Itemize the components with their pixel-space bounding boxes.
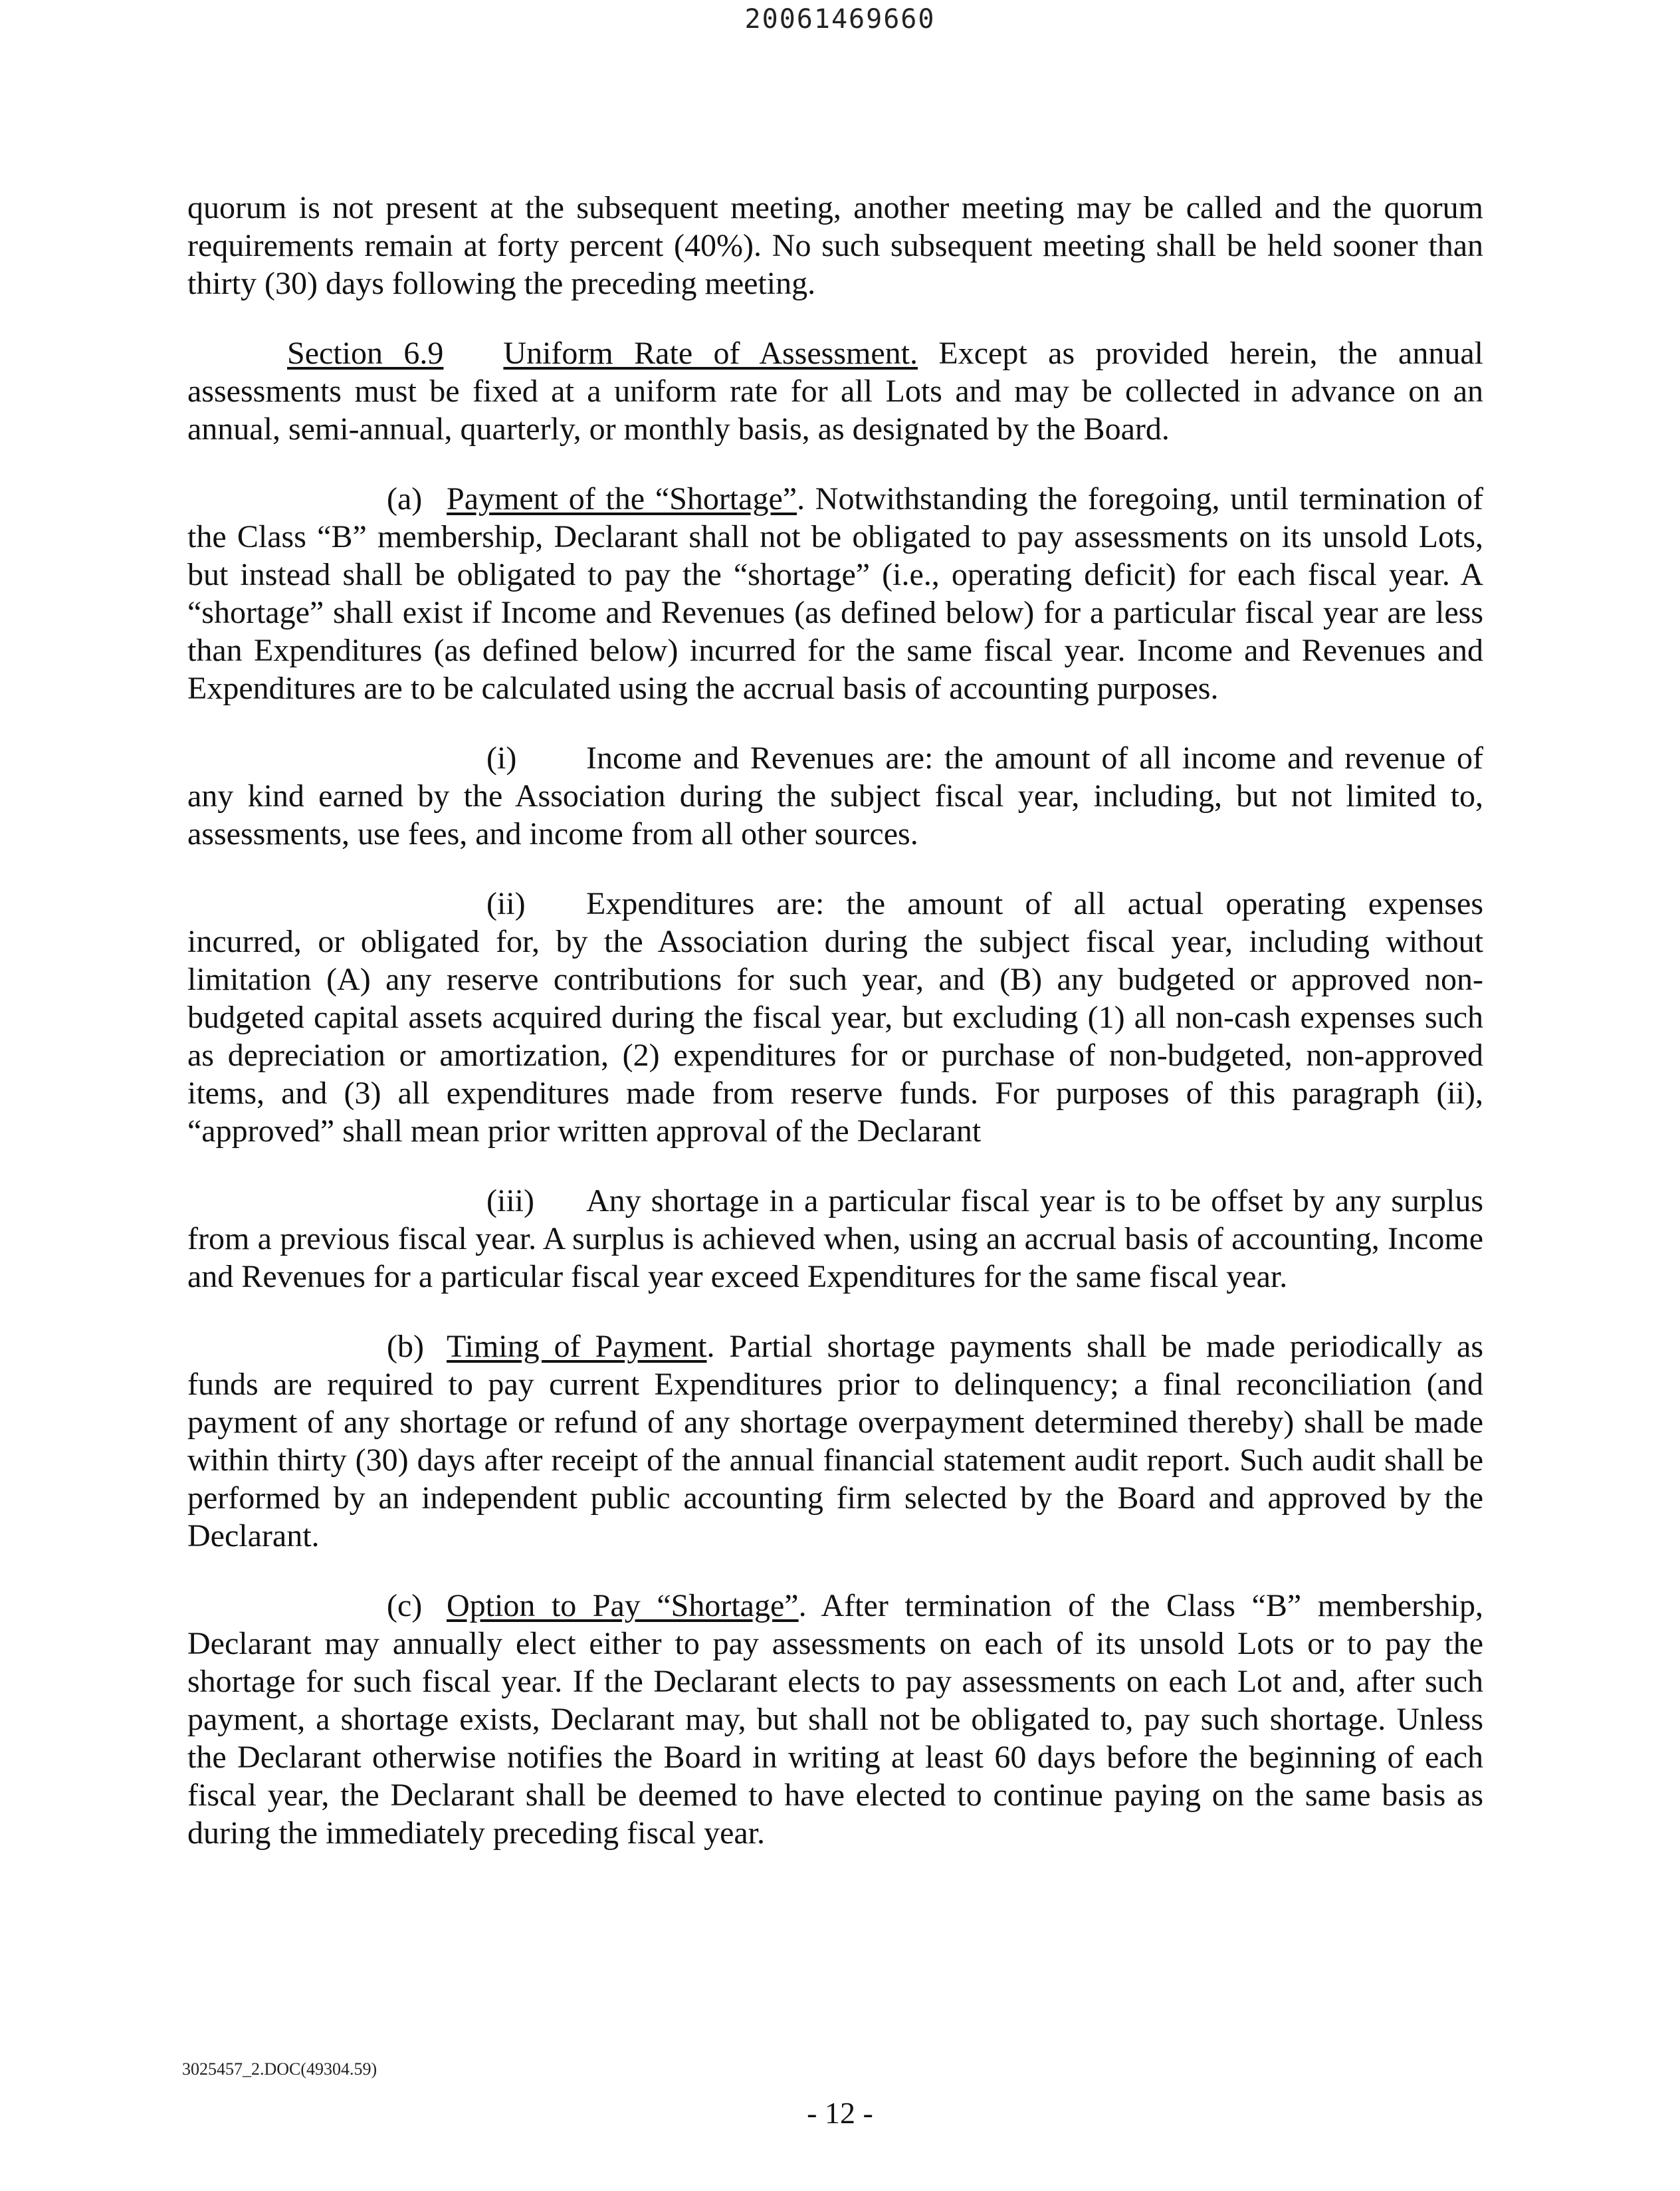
clause-ii-text: Expenditures are: the amount of all actual operating expenses incurred, or obligated for, by the Association during the subject fiscal year, including without limitation (A) any reserve contributions for such year, and (B) any budgeted or approved non-budgeted capital assets acquired during the fiscal year, but excluding (1) all non-cash expenses such as depreciation or amortization, (2) expenditures for or purchase of non-budgeted, non-approved items, and (3) all expenditures made from reserve funds. For purposes of this paragraph (ii), “approved” shall mean prior written approval of the Declarant [187, 886, 1483, 1149]
subsection-c [187, 1587, 1483, 1852]
clause-ii [187, 885, 1483, 1150]
subsection-a [187, 480, 1483, 707]
paragraph-quorum-text: quorum is not present at the subsequent meeting, another meeting may be called and the quorum requirements remain at forty percent (40%). No such subsequent meeting shall be held sooner than thirty (30) days following the preceding meeting. [187, 190, 1483, 301]
clause-iii [187, 1182, 1483, 1296]
subsection-b-text: . Partial shortage payments shall be made periodically as funds are required to pay current Expenditures prior to delinquency; a final reconciliation (and payment of any shortage or refund of any shortage overpayment determined thereby) shall be made within thirty (30) days after receipt of the annual financial statement audit report. Such audit shall be performed by an independent public accounting firm selected by the Board and approved by the Declarant. [187, 1329, 1483, 1554]
subsection-b [187, 1327, 1483, 1555]
section-6-9 [187, 334, 1483, 448]
document-body [187, 189, 1483, 1852]
subsection-c-title: Option to Pay “Shortage” [447, 1588, 799, 1623]
subsection-c-label: (c) [387, 1588, 423, 1623]
subsection-a-label: (a) [387, 481, 423, 517]
clause-iii-text: Any shortage in a particular fiscal year is to be offset by any surplus from a previous fiscal year. A surplus is achieved when, using an accrual basis of accounting, Income and Revenues for a particular fiscal year exceed Expenditures for the same fiscal year. [187, 1183, 1483, 1294]
document-id: 20061469660 [744, 4, 936, 35]
clause-i [187, 739, 1483, 853]
subsection-a-title: Payment of the “Shortage” [447, 481, 797, 517]
clause-iii-label: (iii) [486, 1183, 534, 1218]
subsection-b-title: Timing of Payment [447, 1329, 707, 1364]
clause-i-label: (i) [486, 741, 517, 776]
clause-ii-label: (ii) [486, 886, 526, 921]
page-number: - 12 - [807, 2096, 873, 2130]
subsection-b-label: (b) [387, 1329, 424, 1364]
clause-i-text: Income and Revenues are: the amount of all income and revenue of any kind earned by the Association during the subject fiscal year, including, but not limited to, assessments, use fees, and income from all other sources. [187, 741, 1483, 852]
section-6-9-number: Section 6.9 [287, 336, 444, 371]
subsection-a-text: . Notwithstanding the foregoing, until termination of the Class “B” membership, Declarant shall not be obligated to pay assessments on its unsold Lots, but instead shall be obligated to pay the “shortage” (i.e., operating deficit) for each fiscal year. A “shortage” shall exist if Income and Revenues (as defined below) for a particular fiscal year are less than Expenditures (as defined below) incurred for the same fiscal year. Income and Revenues and Expenditures are to be calculated using the accrual basis of accounting purposes. [187, 481, 1483, 706]
paragraph-quorum [187, 189, 1483, 302]
section-6-9-text: Except as provided herein, the annual assessments must be fixed at a uniform rate for all Lots and may be collected in advance on an annual, semi-annual, quarterly, or monthly basis, as designated by the Board. [187, 336, 1484, 447]
subsection-c-text: . After termination of the Class “B” membership, Declarant may annually elect either to pay assessments on each of its unsold Lots or to pay the shortage for such fiscal year. If the Declarant elects to pay assessments on each Lot and, after such payment, a shortage exists, Declarant may, but shall not be obligated to, pay such shortage. Unless the Declarant otherwise notifies the Board in writing at least 60 days before the beginning of each fiscal year, the Declarant shall be deemed to have elected to continue paying on the same basis as during the immediately preceding fiscal year. [187, 1588, 1484, 1851]
footer-file-reference: 3025457_2.DOC(49304.59) [182, 2059, 377, 2079]
section-6-9-title: Uniform Rate of Assessment. [503, 336, 918, 371]
